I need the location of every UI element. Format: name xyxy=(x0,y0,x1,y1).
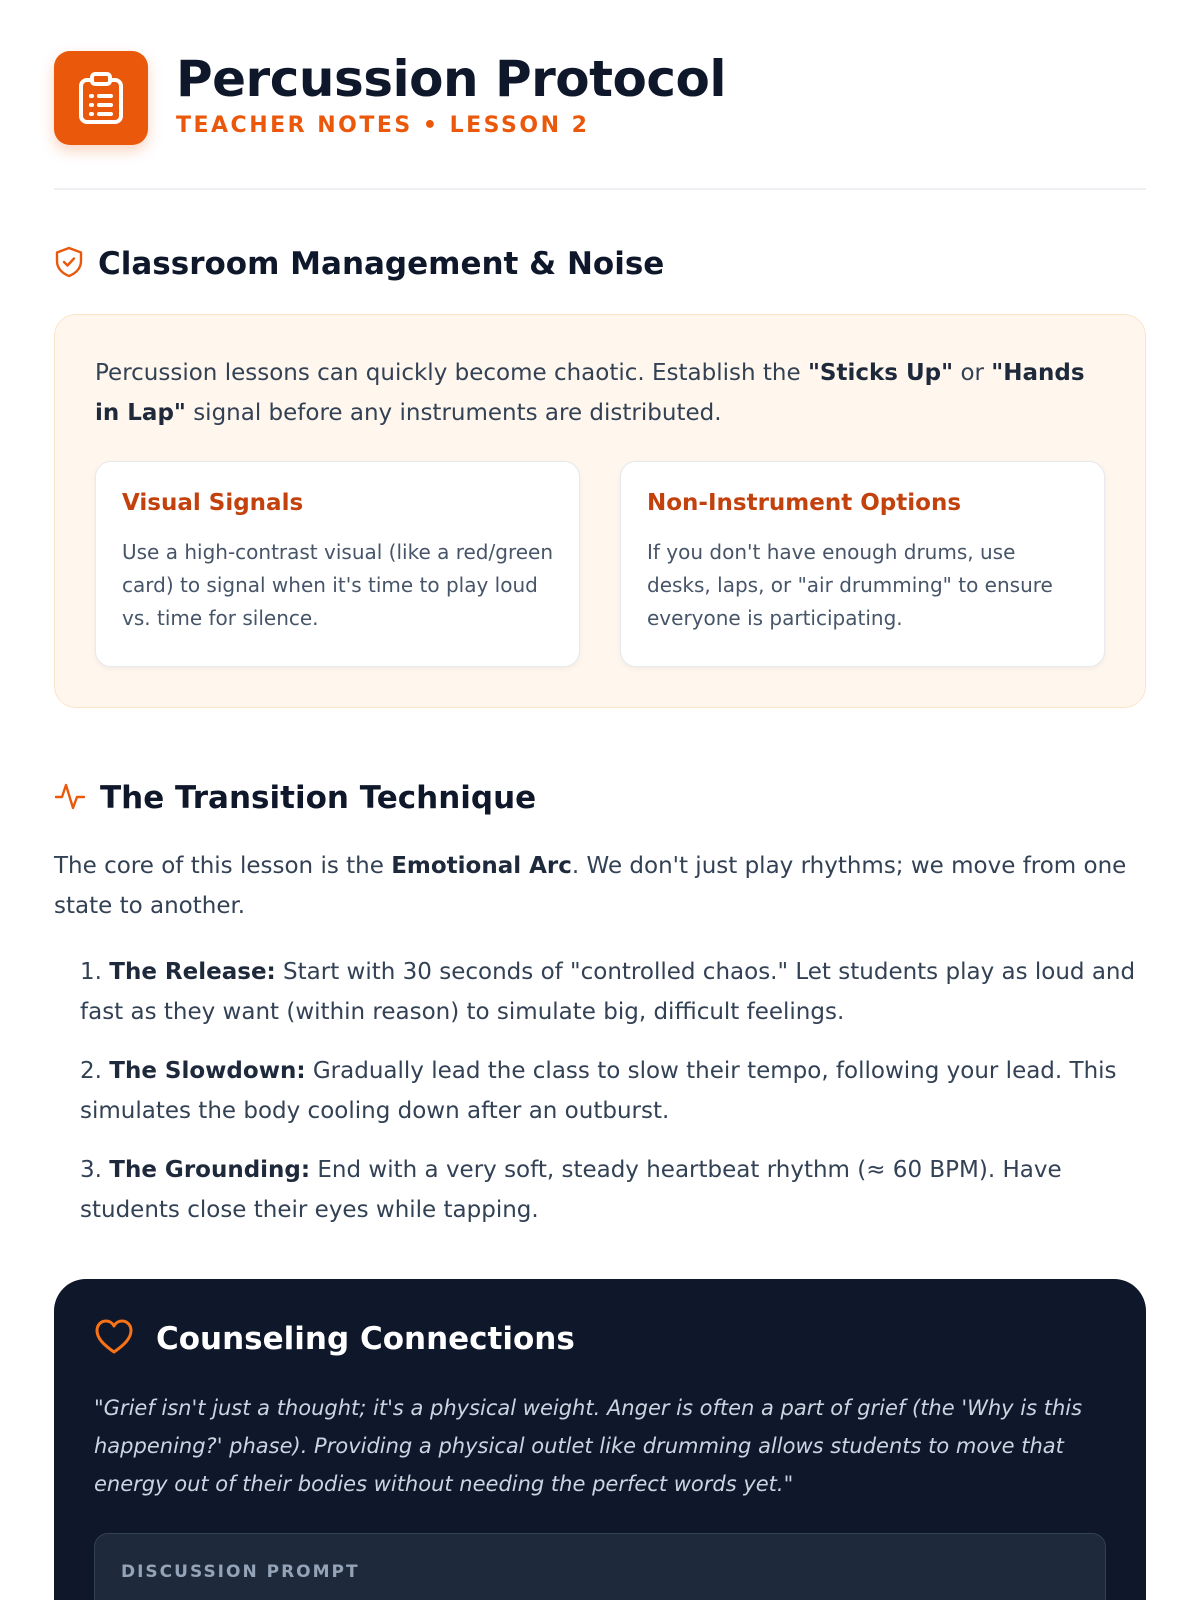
section-heading-transition xyxy=(54,780,1146,816)
title-block xyxy=(176,52,726,138)
card-text: Use a high-contrast visual (like a red/green card) to signal when it's time to play loud vs. time for silence. xyxy=(122,540,554,630)
card-text: If you don't have enough drums, use desks, laps, or "air drumming" to ensure everyone is participating. xyxy=(647,540,1053,630)
section-title: The Transition Technique xyxy=(100,780,537,816)
transition-intro: The core of this lesson is the Emotional Arc. We don't just play rhythms; we move from one state to another. xyxy=(54,853,1127,919)
page-header xyxy=(54,0,1146,190)
tip-card-visual-signals xyxy=(95,461,580,667)
classroom-intro: Percussion lessons can quickly become chaotic. Establish the "Sticks Up" or "Hands in Lap" signal before any instruments are distributed. xyxy=(95,360,1085,426)
shield-icon xyxy=(54,246,84,282)
discussion-prompt-box xyxy=(94,1533,1106,1600)
tips-cards xyxy=(95,461,1105,667)
steps-list xyxy=(54,952,1146,1230)
clipboard-icon xyxy=(54,51,148,145)
card-title: Visual Signals xyxy=(122,490,304,516)
heart-icon xyxy=(94,1319,134,1359)
card-title: Non-Instrument Options xyxy=(647,490,962,516)
section-heading-classroom xyxy=(54,246,1146,282)
section-heading-counseling xyxy=(94,1319,1106,1359)
counseling-panel xyxy=(54,1279,1146,1600)
section-title: Classroom Management & Noise xyxy=(98,246,665,282)
classroom-panel xyxy=(54,314,1146,708)
page-title: Percussion Protocol xyxy=(176,50,726,108)
section-title: Counseling Connections xyxy=(156,1321,575,1357)
tip-card-non-instrument xyxy=(620,461,1105,667)
step-item: 2. The Slowdown: Gradually lead the class to slow their tempo, following your lead. This simulates the body cooling down after an outburst. xyxy=(80,1058,1117,1124)
discussion-label: DISCUSSION PROMPT xyxy=(121,1562,360,1582)
counseling-quote: "Grief isn't just a thought; it's a physical weight. Anger is often a part of grief (the 'Why is this happening?' phase). Providing a physical outlet like drumming allows students to move that energy out of their bodies without needing the perfect words yet." xyxy=(94,1396,1083,1496)
page-subtitle: TEACHER NOTES • LESSON 2 xyxy=(176,113,590,138)
activity-icon xyxy=(54,780,86,816)
step-item: 1. The Release: Start with 30 seconds of "controlled chaos." Let students play as loud and fast as they want (within reason) to simulate big, difficult feelings. xyxy=(80,959,1136,1025)
step-item: 3. The Grounding: End with a very soft, steady heartbeat rhythm (≈ 60 BPM). Have students close their eyes while tapping. xyxy=(80,1157,1062,1223)
